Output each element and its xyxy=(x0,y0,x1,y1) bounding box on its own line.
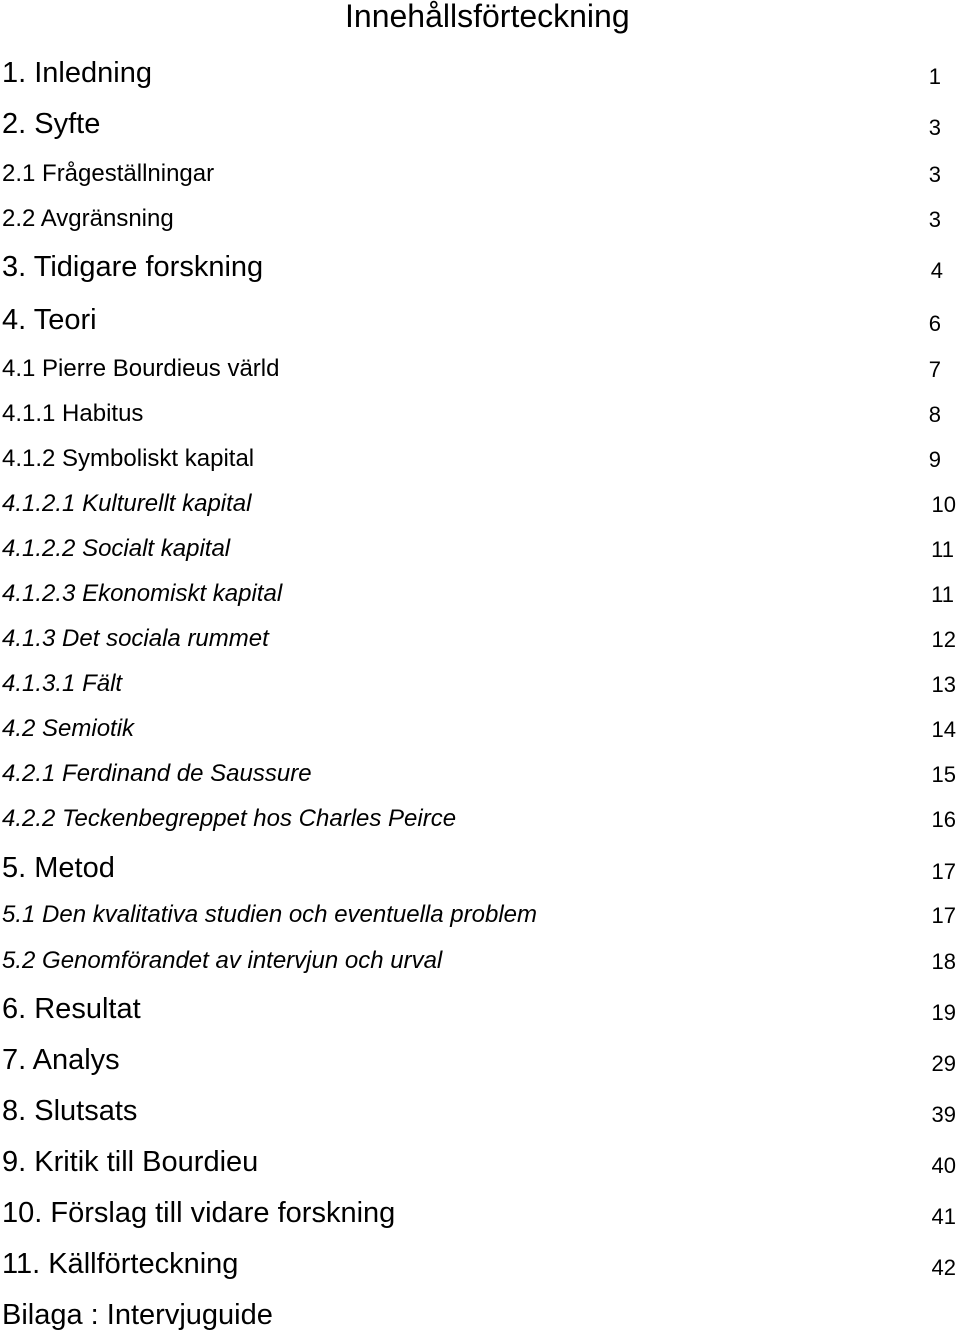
toc-entry-label: 2.2 Avgränsning xyxy=(2,205,174,232)
toc-entry-label: 5.2 Genomförandet av intervjun och urval xyxy=(2,947,443,974)
toc-entry-label: 2. Syfte xyxy=(2,108,101,140)
toc-entry[interactable] xyxy=(0,1188,960,1228)
toc-entry[interactable] xyxy=(0,984,960,1024)
toc-entry-page: 19 xyxy=(931,1000,956,1025)
toc-entry[interactable] xyxy=(0,431,960,471)
toc-entry-label: 4.1.2.3 Ekonomiskt kapital xyxy=(2,580,283,607)
toc-entry-label: 8. Slutsats xyxy=(2,1095,138,1127)
toc-entry[interactable] xyxy=(0,1239,960,1279)
toc-entry-page: 39 xyxy=(931,1102,956,1127)
toc-entry-page: 1 xyxy=(928,64,941,89)
toc-entry-page: 8 xyxy=(928,402,941,427)
toc-entry-label: 5.1 Den kvalitativa studien och eventuella problem xyxy=(2,901,537,928)
toc-entry[interactable] xyxy=(0,746,960,786)
toc-entry-page: 3 xyxy=(928,207,941,232)
toc-entry-label: 4.1.2 Symboliskt kapital xyxy=(2,445,255,472)
toc-entry[interactable] xyxy=(0,242,960,282)
toc-entry[interactable] xyxy=(0,933,960,973)
toc-entry-label: 4.2.1 Ferdinand de Saussure xyxy=(2,760,312,787)
toc-entry-page: 42 xyxy=(931,1255,956,1280)
toc-appendix[interactable] xyxy=(0,1290,960,1330)
toc-entry[interactable] xyxy=(0,791,960,831)
toc-entry-page: 9 xyxy=(928,447,941,472)
toc-entry-page: 40 xyxy=(931,1153,956,1178)
toc-entry-label: 1. Inledning xyxy=(2,57,152,89)
toc-entry-page: 15 xyxy=(931,762,956,787)
toc-entry[interactable] xyxy=(0,295,960,335)
toc-entry-label: 11. Källförteckning xyxy=(2,1248,239,1280)
toc-entry[interactable] xyxy=(0,476,960,516)
toc-entry-page: 3 xyxy=(928,115,941,140)
toc-entry-page: 11 xyxy=(931,537,954,562)
toc-entry-label: 4.2.2 Teckenbegreppet hos Charles Peirce xyxy=(2,805,457,832)
toc-entry-page: 18 xyxy=(931,949,956,974)
toc-entry-label: 4.1.1 Habitus xyxy=(2,400,144,427)
toc-entry-label: 4.1.2.1 Kulturellt kapital xyxy=(2,490,252,517)
toc-entry[interactable] xyxy=(0,1086,960,1126)
toc-entry-label: 7. Analys xyxy=(2,1044,120,1076)
toc-entry[interactable] xyxy=(0,48,960,88)
toc-entry-page: 17 xyxy=(931,903,956,928)
toc-entry-page: 4 xyxy=(930,258,943,283)
toc-entry[interactable] xyxy=(0,566,960,606)
toc-entry-page: 17 xyxy=(931,859,956,884)
toc-entry[interactable] xyxy=(0,887,960,927)
toc-entry[interactable] xyxy=(0,386,960,426)
toc-entry[interactable] xyxy=(0,341,960,381)
toc-entry-page: 14 xyxy=(931,717,956,742)
toc-entry[interactable] xyxy=(0,656,960,696)
toc-entry[interactable] xyxy=(0,146,960,186)
toc-entry[interactable] xyxy=(0,611,960,651)
toc-entry-page: 3 xyxy=(928,162,941,187)
toc-entry-label: 5. Metod xyxy=(2,852,115,884)
toc-entry-page: 41 xyxy=(931,1204,956,1229)
toc-entry-label: 4.2 Semiotik xyxy=(2,715,135,742)
toc-entry[interactable] xyxy=(0,191,960,231)
toc-entry-page: 29 xyxy=(931,1051,956,1076)
toc-entry-label: 4.1.3.1 Fält xyxy=(2,670,123,697)
toc-entry[interactable] xyxy=(0,1035,960,1075)
toc-entry-page: 10 xyxy=(931,492,956,517)
toc-entry[interactable] xyxy=(0,1137,960,1177)
toc-entry-page: 6 xyxy=(928,311,941,336)
toc-entry-page: 16 xyxy=(931,807,956,832)
toc-entry-page: 11 xyxy=(931,582,954,607)
toc-entry[interactable] xyxy=(0,99,960,139)
toc-entry-label: 4. Teori xyxy=(2,304,97,336)
toc-entry-label: 9. Kritik till Bourdieu xyxy=(2,1146,259,1178)
toc-entry-label: 10. Förslag till vidare forskning xyxy=(2,1197,396,1229)
toc-entry-page: 12 xyxy=(931,627,956,652)
toc-entry-page: 7 xyxy=(928,357,941,382)
toc-entry-label: 4.1.2.2 Socialt kapital xyxy=(2,535,231,562)
toc-entry[interactable] xyxy=(0,843,960,883)
toc-entry-label: 6. Resultat xyxy=(2,993,141,1025)
toc-entry-label: 3. Tidigare forskning xyxy=(2,251,264,283)
toc-entry-label: 4.1.3 Det sociala rummet xyxy=(2,625,269,652)
toc-entry[interactable] xyxy=(0,701,960,741)
toc-entry-page: 13 xyxy=(931,672,956,697)
toc-appendix-label: Bilaga : Intervjuguide xyxy=(2,1299,273,1331)
toc-entry-label: 2.1 Frågeställningar xyxy=(2,160,215,187)
toc-entry[interactable] xyxy=(0,521,960,561)
toc-entry-label: 4.1 Pierre Bourdieus värld xyxy=(2,355,280,382)
page-title: Innehållsförteckning xyxy=(345,0,630,34)
